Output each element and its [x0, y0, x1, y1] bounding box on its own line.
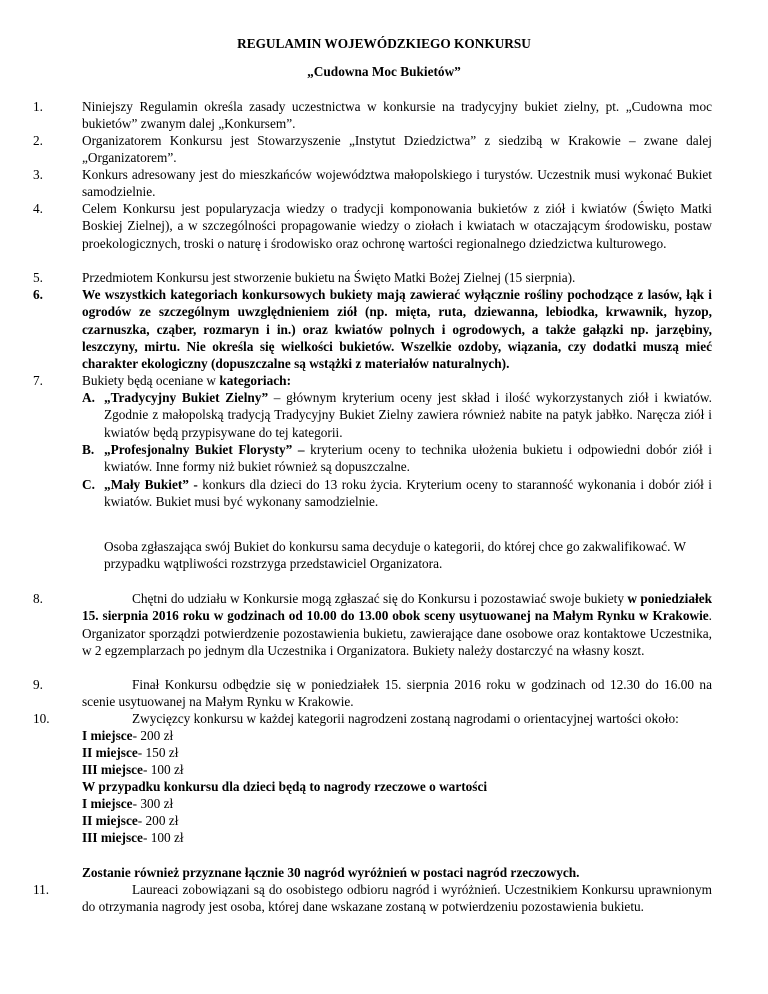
item-text: Konkurs adresowany jest do mieszkańców województwa małopolskiego i turystów. Uczestnik musi wykonać Bukiet samodzielnie.: [82, 167, 712, 200]
category-desc: – głównym kryterium oceny jest skład i ilość wykorzystanych ziół i kwiatów. Zgodnie z małopolską tradycją Tradycyjny Bukiet Zielny zawiera również nabite na patyk jabłko. Naręcza ziół i kwiatów będą przypisywane do tej kategorii.: [104, 390, 712, 440]
prize-place: III miejsce: [82, 762, 143, 777]
category-b: [82, 441, 712, 476]
prize-line: [82, 761, 712, 778]
category-text: [104, 476, 712, 511]
prize-line: [82, 795, 712, 812]
prize-place: III miejsce: [82, 830, 143, 845]
category-note: Osoba zgłaszająca swój Bukiet do konkursu sama decyduje o kategorii, do której chce go zakwalifikować. W przypadku wątpliwości rozstrzyga przedstawiciel Organizatora.: [104, 539, 686, 572]
item-number: 2.: [33, 133, 43, 148]
item-number: 11.: [33, 882, 50, 897]
item-text-part: Bukiety będą oceniane w: [82, 373, 220, 388]
category-name: „Mały Bukiet” -: [104, 477, 198, 492]
category-c: [82, 476, 712, 511]
prize-value: - 200 zł: [137, 813, 179, 828]
kids-prizes-heading: W przypadku konkursu dla dzieci będą to nagrody rzeczowe o wartości: [82, 779, 488, 794]
category-name: „Profesjonalny Bukiet Florysty” –: [104, 442, 305, 457]
category-desc: konkurs dla dzieci do 13 roku życia. Kryterium oceny to staranność wykonania i dobór ziół i kwiatów. Bukiet musi być wykonany samodzielnie.: [104, 477, 712, 510]
item-text: [82, 710, 712, 727]
item-text: [82, 372, 712, 389]
document-subtitle: „Cudowna Moc Bukietów”: [307, 64, 461, 79]
item-text: Organizatorem Konkursu jest Stowarzyszenie „Instytut Dziedzictwa” z siedzibą w Krakowie – zwane dalej „Organizatorem”.: [82, 133, 712, 166]
prize-value: - 100 zł: [142, 762, 184, 777]
item-number: 9.: [33, 677, 43, 692]
item-number: 1.: [33, 99, 43, 114]
item-text: Przedmiotem Konkursu jest stworzenie bukietu na Święto Matki Bożej Zielnej (15 sierpnia).: [82, 270, 576, 285]
item-text-bold: w poniedziałek 15. sierpnia 2016 roku w godzinach od 10.00 do 13.00 obok sceny usytuowanej na Małym Rynku w Krakowie: [82, 591, 712, 624]
item-text: Niniejszy Regulamin określa zasady uczestnictwa w konkursie na tradycyjny bukiet zielny, pt. „Cudowna moc bukietów” zwanym dalej „Konkursem”.: [82, 99, 712, 132]
item-text: [82, 676, 712, 711]
item-number: 5.: [33, 270, 43, 285]
item-text-part: Finał Konkursu odbędzie się w poniedziałek 15. sierpnia 2016 roku w godzinach od 12.30 do 16.00 na scenie usytuowanej na Małym Rynku w Krakowie.: [82, 677, 712, 710]
prize-place: II miejsce: [82, 745, 138, 760]
item-text: We wszystkich kategoriach konkursowych bukiety mają zawierać wyłącznie rośliny pochodzące z lasów, łąk i ogrodów ze szczególnym uwzględnieniem ziół (np. mięta, ruta, dziewanna, lebiodka, krwawnik, hyzop, czarnuszka, cząber, rozmaryn i in.) oraz kwiatów polnych i ogrodowych, a także gałązki np. jarzębiny, leszczyny, mirtu. Nie określa się wielkości bukietów. Wszelkie ozdoby, wiązania, czy dodatki muszą mieć charakter ekologiczny (dopuszczalne są wstążki z materiałów naturalnych).: [82, 287, 712, 372]
item-text-part: Zwycięzcy konkursu w każdej kategorii nagrodzeni zostaną nagrodami o orientacyjnej wartości około:: [132, 711, 679, 726]
item-number: 7.: [33, 373, 43, 388]
prize-value: - 100 zł: [142, 830, 184, 845]
item-text: Celem Konkursu jest popularyzacja wiedzy o tradycji komponowania bukietów z ziół i kwiatów (Święto Matki Boskiej Zielnej), a w szczególności propagowanie wiedzy o ziołach i kwiatach w otaczającym środowisku, postaw proekologicznych, troski o naturę i środowisko oraz ochronę wartości regionalnego dziedzictwa kulturowego.: [82, 201, 712, 251]
prize-line: [82, 727, 712, 744]
prize-place: I miejsce: [82, 728, 133, 743]
category-letter: C.: [82, 477, 95, 492]
item-number: 10.: [33, 711, 50, 726]
item-number: 8.: [33, 591, 43, 606]
prize-line: [82, 812, 712, 829]
item-text-part: Laureaci zobowiązani są do osobistego odbioru nagród i wyróżnień. Uczestnikiem Konkursu uprawnionym do otrzymania nagrody jest osoba, której dane wskazane zostaną w potwierdzeniu pozostawienia bukietu.: [82, 882, 712, 915]
prize-line: [82, 744, 712, 761]
category-a: [82, 389, 712, 441]
item-number: 3.: [33, 167, 43, 182]
item-text: [82, 590, 712, 659]
prize-line: [82, 829, 712, 846]
category-desc: kryterium oceny to technika ułożenia bukietu i odpowiedni dobór ziół i kwiatów. Inne formy niż bukiet również są dopuszczalne.: [104, 442, 712, 475]
category-text: [104, 389, 712, 441]
category-name: „Tradycyjny Bukiet Zielny”: [104, 390, 269, 405]
document-title: REGULAMIN WOJEWÓDZKIEGO KONKURSU: [237, 36, 531, 51]
item-text-part: . Organizator sporządzi potwierdzenie pozostawienia bukietu, zawierające dane osobowe oraz kontaktowe Uczestnika, w 2 egzemplarzach po jednym dla Uczestnika i Organizatora. Bukiety należy dostarczyć na własny koszt.: [82, 608, 712, 658]
category-letter: B.: [82, 442, 95, 457]
prize-value: - 300 zł: [132, 796, 174, 811]
prize-place: II miejsce: [82, 813, 138, 828]
extra-awards: Zostanie również przyznane łącznie 30 nagród wyróżnień w postaci nagród rzeczowych.: [82, 865, 580, 880]
item-number: 4.: [33, 201, 43, 216]
category-letter: A.: [82, 390, 95, 405]
prize-place: I miejsce: [82, 796, 133, 811]
prize-value: - 200 zł: [132, 728, 174, 743]
category-text: [104, 441, 712, 476]
item-number: 6.: [33, 287, 43, 302]
item-text-part: Chętni do udziału w Konkursie mogą zgłaszać się do Konkursu i pozostawiać swoje bukiety: [132, 591, 628, 606]
item-text: [82, 881, 712, 916]
item-text-bold: kategoriach:: [219, 373, 291, 388]
prize-value: - 150 zł: [137, 745, 179, 760]
